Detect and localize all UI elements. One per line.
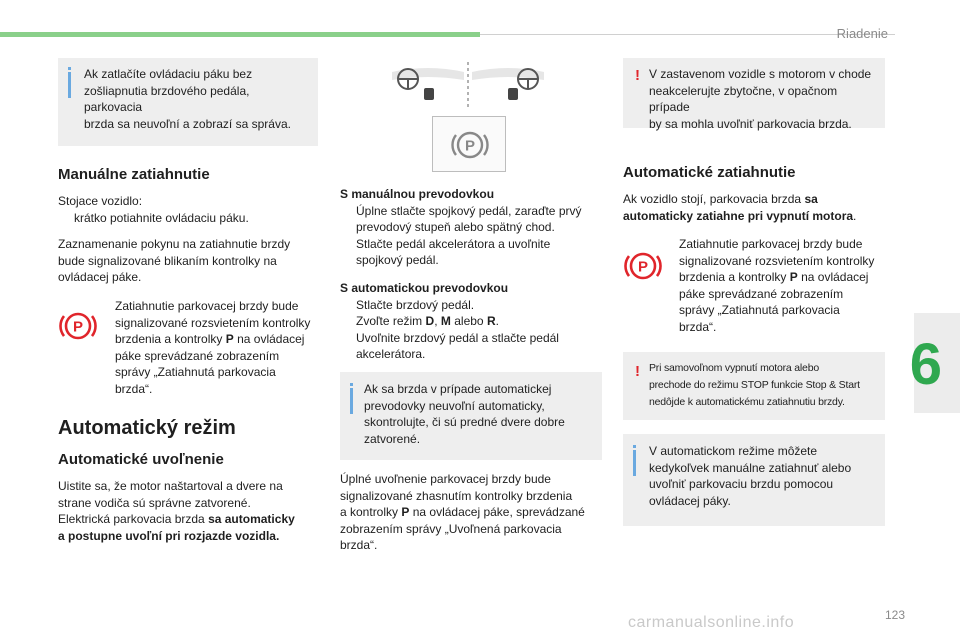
- page-number: 123: [884, 608, 905, 622]
- header-divider: [480, 34, 895, 35]
- auto-release-text: Uistite sa, že motor naštartoval a dvere na strane vodiča sú správne zatvorené. Elektrická parkovacia brzda sa automaticky a postupne uvoľní pri rozjazde vozidla.: [58, 479, 295, 543]
- svg-text:P: P: [72, 318, 84, 336]
- auto-release-heading: Automatické uvoľnenie: [58, 451, 224, 468]
- icon-text-right: Zatiahnutie parkovacej brzdy bude signalizované rozsvietením kontrolky brzdenia a kontrolky P na ovládacej páke sprevádzané zobrazením správy „Zatiahnutá parkovacia brzda“.: [679, 237, 875, 334]
- auto-apply-heading: Automatické zatiahnutie: [623, 164, 796, 181]
- parking-p-panel: [432, 116, 506, 172]
- stationary-text: Stojace vozidlo: krátko potiahnite ovládaciu páku.: [58, 194, 249, 225]
- section-label: Riadenie: [836, 26, 888, 41]
- info-note-left: Ak zatlačíte ovládaciu páku bez zošliapnutia brzdového pedála, parkovacia brzda sa neuvoľní a zobrazí sa správa.: [58, 58, 318, 146]
- warning-icon: !: [635, 363, 640, 380]
- svg-text:P: P: [464, 137, 476, 155]
- auto-gearbox-section: S automatickou prevodovkou Stlačte brzdový pedál. Zvoľte režim D, M alebo R. Uvoľnite brzdový pedál a stlačte pedál akcelerátora.: [340, 281, 559, 361]
- svg-text:P: P: [637, 258, 649, 276]
- info-note-middle: Ak sa brzda v prípade automatickej prevodovky neuvoľní automaticky, skontrolujte, či sú predné dvere dobre zatvorené.: [340, 372, 602, 460]
- info-icon: [633, 450, 636, 476]
- warning-note-top: ! V zastavenom vozidle s motorom v chode neakcelerujte zbytočne, v opačnom prípade by sa mohla uvoľniť parkovacia brzda.: [623, 58, 885, 128]
- warning-icon: !: [635, 67, 640, 84]
- full-release-text: Úplné uvoľnenie parkovacej brzdy bude signalizované zhasnutím kontrolky brzdenia a kontrolky P na ovládacej páke, sprevádzané zobrazením správy „Uvoľnená parkovacia brzda“.: [340, 472, 585, 552]
- info-note-right: V automatickom režime môžete kedykoľvek manuálne zatiahnuť alebo uvoľniť parkovaciu brzdu pomocou ovládacej páky.: [623, 434, 885, 526]
- info-icon: [350, 388, 353, 414]
- parking-brake-icon: [58, 306, 98, 346]
- auto-apply-text: Ak vozidlo stojí, parkovacia brzda sa automaticky zatiahne pri vypnutí motora.: [623, 192, 857, 223]
- pedal-illustration: [388, 58, 548, 110]
- signal-text: Zaznamenanie pokynu na zatiahnutie brzdy bude signalizované blikaním kontrolky na ovládacej páke.: [58, 237, 291, 284]
- watermark: carmanualsonline.info: [628, 614, 795, 631]
- icon-text-left: Zatiahnutie parkovacej brzdy bude signalizované rozsvietením kontrolky brzdenia a kontrolky P na ovládacej páke sprevádzané zobrazením správy „Zatiahnutá parkovacia brzda“.: [115, 299, 311, 396]
- parking-brake-icon: [623, 246, 663, 286]
- parking-brake-icon: [450, 125, 490, 165]
- warning-note-stop-start: ! Pri samovoľnom vypnutí motora alebo prechode do režimu STOP funkcie Stop & Start nedôjde k automatickému zatiahnutiu brzdy.: [623, 352, 885, 420]
- manual-apply-heading: Manuálne zatiahnutie: [58, 166, 210, 183]
- header-accent-bar: [0, 32, 480, 37]
- auto-mode-heading: Automatický režim: [58, 417, 236, 439]
- manual-gearbox-section: S manuálnou prevodovkou Úplne stlačte spojkový pedál, zaraďte prvý prevodový stupeň alebo spätný chod. Stlačte pedál akcelerátora a uvoľnite spojkový pedál.: [340, 187, 582, 267]
- info-icon: [68, 72, 71, 98]
- chapter-number: 6: [909, 332, 942, 397]
